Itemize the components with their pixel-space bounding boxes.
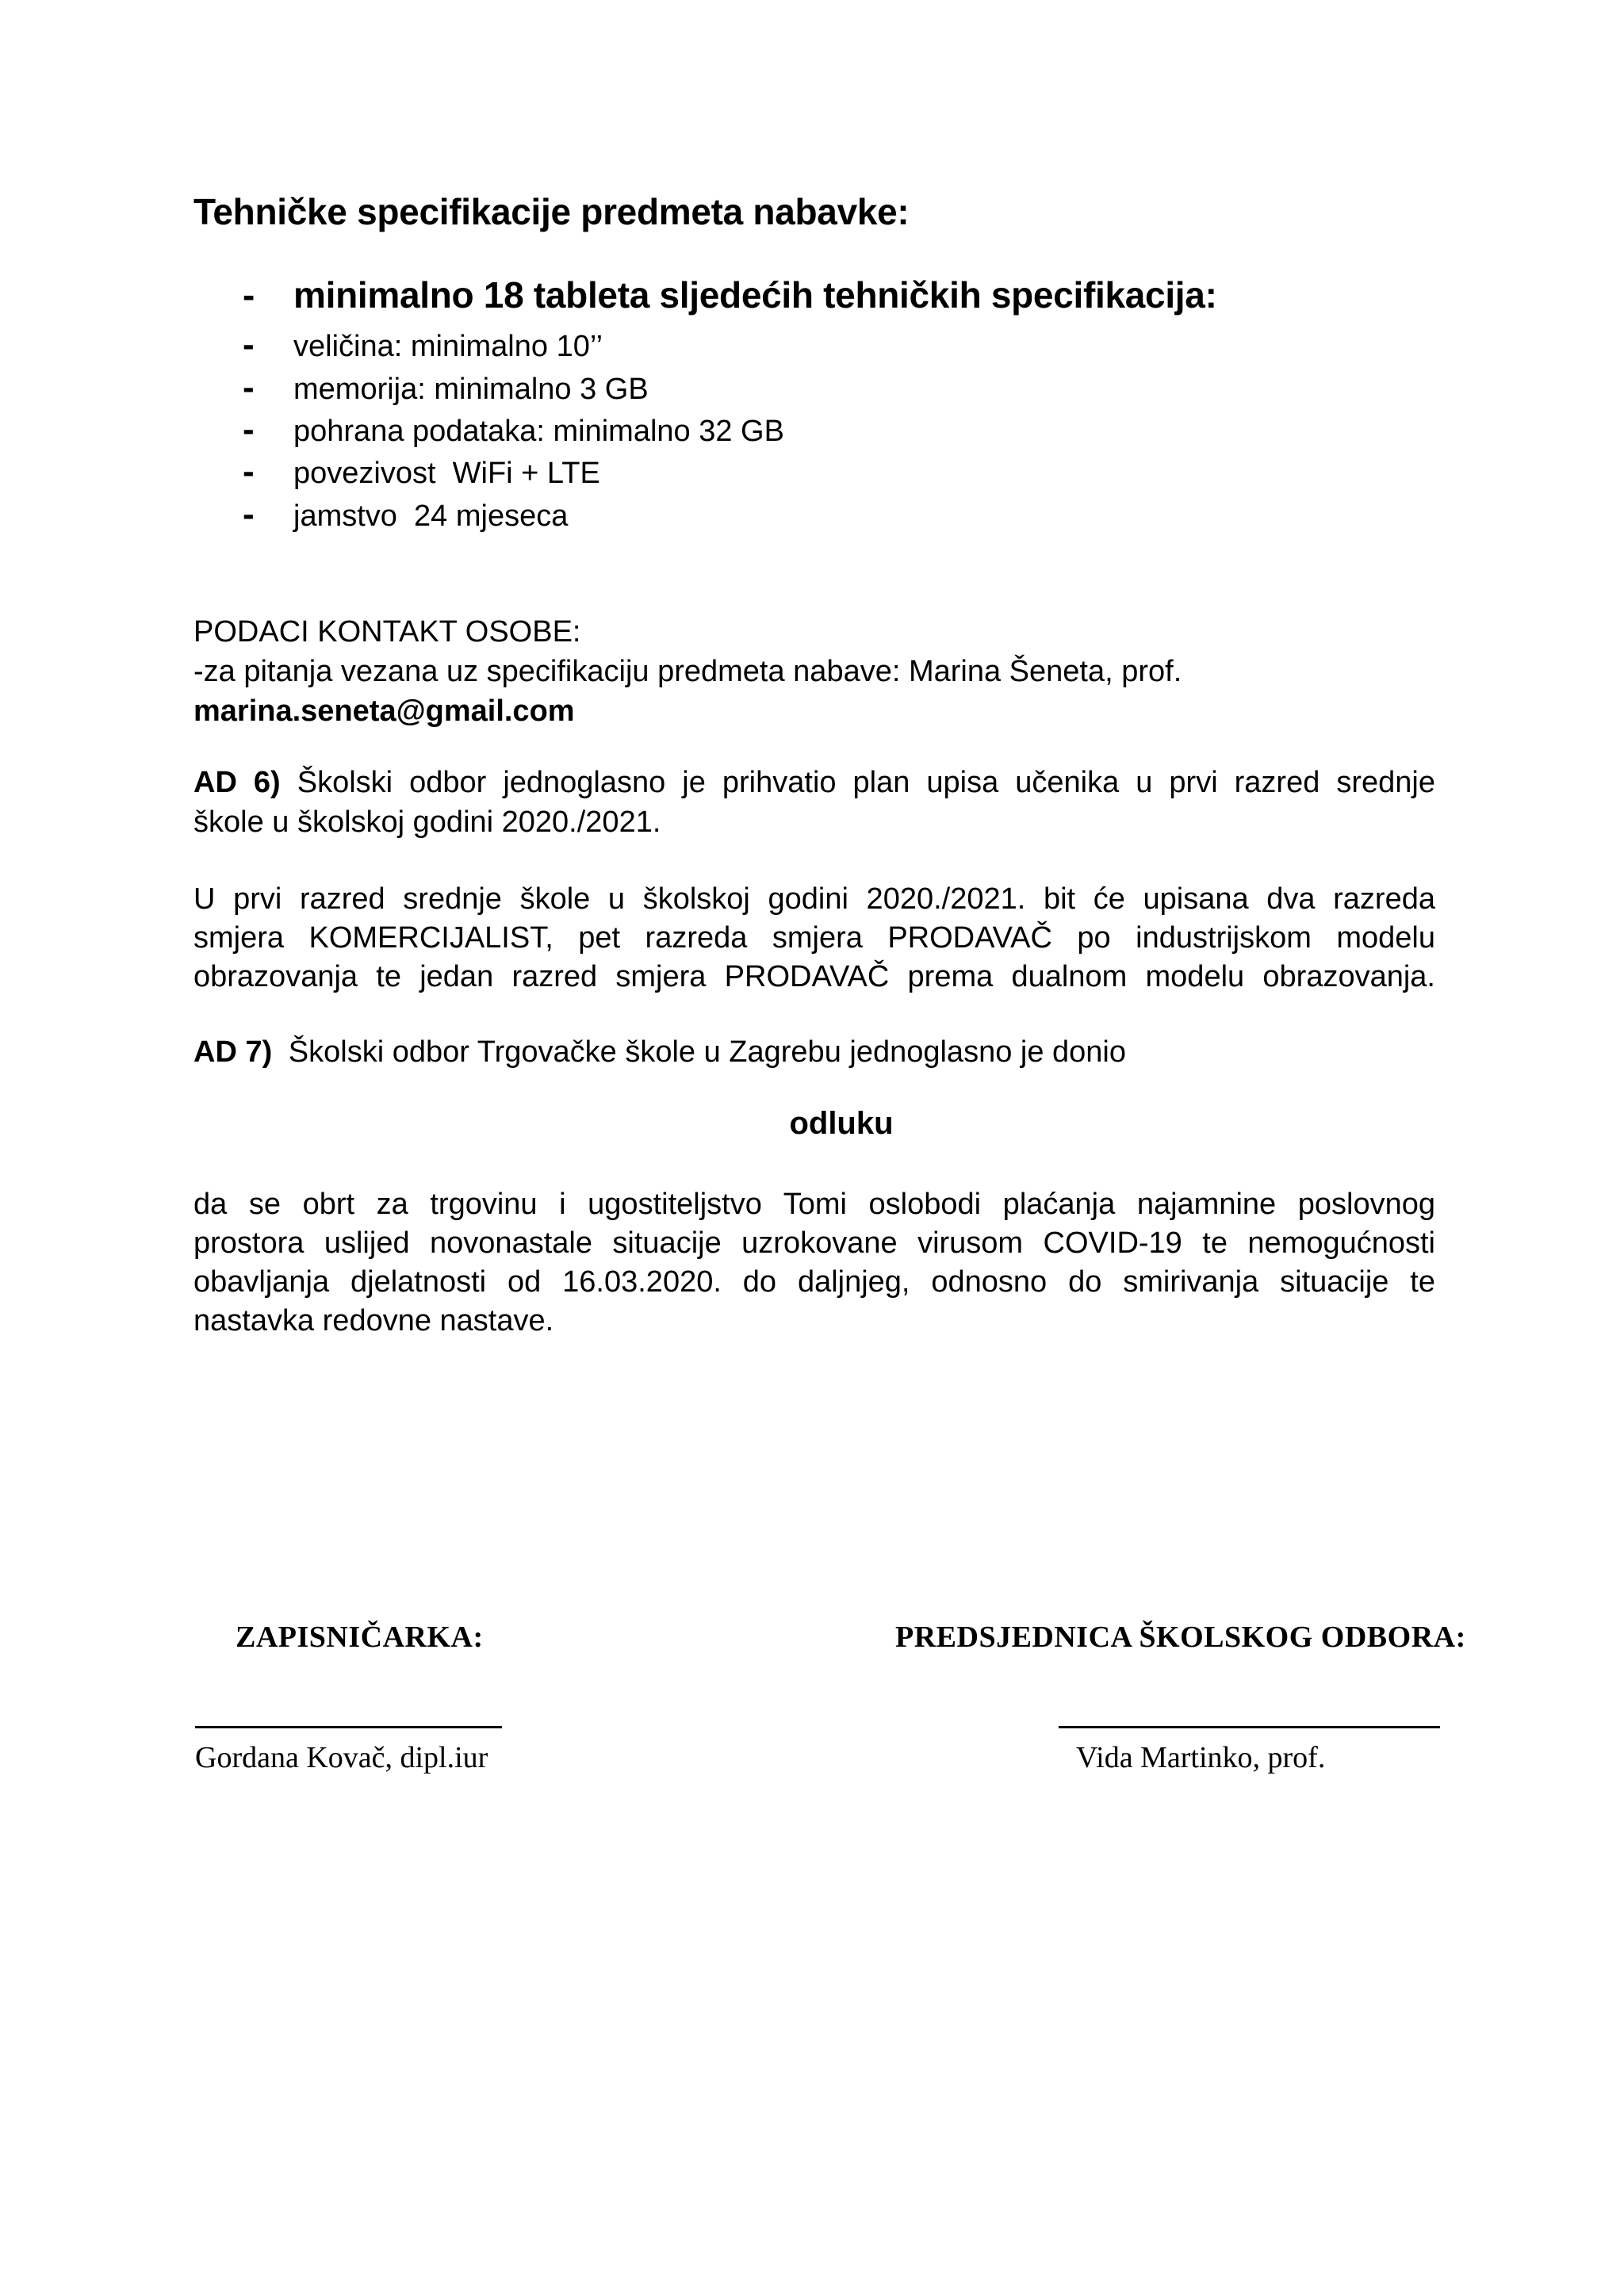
signature-left-name: Gordana Kovač, dipl.iur (195, 1741, 488, 1774)
contact-heading: PODACI KONTAKT OSOBE: (193, 615, 581, 649)
ad6-para2-line2: smjera KOMERCIJALIST, pet razreda smjera PRODAVAČ po industrijskom modelu (193, 921, 1435, 955)
spec-lead-text: minimalno 18 tableta sljedećih tehničkih specifikacija: (293, 274, 1217, 316)
bullet-dash: - (243, 452, 255, 491)
signature-line-right (1059, 1726, 1440, 1728)
ad7-paragraph (193, 1032, 1435, 1072)
bullet-dash: - (243, 368, 255, 407)
ad6-text-line1: Školski odbor jednoglasno je prihvatio plan upisa učenika u prvi razred srednje (297, 766, 1436, 799)
ad6-label: AD 6) (193, 766, 281, 799)
page-title: Tehničke specifikacije predmeta nabavke: (193, 191, 910, 232)
signature-right-role: PREDSJEDNICA ŠKOLSKOG ODBORA: (895, 1621, 1466, 1654)
signature-line-left (195, 1726, 502, 1728)
ad6-para2-line3: obrazovanja te jedan razred smjera PRODAVAČ prema dualnom modelu obrazovanja. (193, 960, 1435, 993)
ad6-text-line2: škole u školskoj godini 2020./2021. (193, 806, 661, 839)
decision-word: odluku (789, 1106, 894, 1141)
bullet-dash: - (243, 410, 255, 449)
spec-item-text: veličina: minimalno 10’’ (293, 330, 603, 363)
spec-item-text: memorija: minimalno 3 GB (293, 373, 649, 406)
decision-line2: prostora uslijed novonastale situacije uzrokovane virusom COVID-19 te nemogućnosti (193, 1226, 1435, 1260)
spec-item-text: jamstvo 24 mjeseca (293, 499, 569, 533)
ad7-label: AD 7) (193, 1035, 273, 1069)
bullet-dash: - (243, 274, 255, 316)
contact-email: marina.seneta@gmail.com (193, 695, 575, 728)
ad7-text: Školski odbor Trgovačke škole u Zagrebu jednoglasno je donio (288, 1035, 1127, 1069)
signature-left-role: ZAPISNIČARKA: (236, 1621, 484, 1654)
spec-item-text: povezivost WiFi + LTE (293, 457, 600, 490)
decision-line4: nastavka redovne nastave. (193, 1304, 554, 1337)
ad6-paragraph-2 (193, 880, 1435, 997)
ad6-para2-line1: U prvi razred srednje škole u školskoj godini 2020./2021. bit će upisana dva razreda (193, 882, 1435, 916)
decision-line3: obavljanja djelatnosti od 16.03.2020. do daljnjeg, odnosno do smirivanja situacije te (193, 1265, 1435, 1299)
contact-line: -za pitanja vezana uz specifikaciju predmeta nabave: Marina Šeneta, prof. (193, 655, 1182, 688)
decision-line1: da se obrt za trgovinu i ugostiteljstvo Tomi oslobodi plaćanja najamnine poslovnog (193, 1188, 1435, 1221)
spec-item-text: pohrana podataka: minimalno 32 GB (293, 415, 784, 448)
bullet-dash: - (243, 325, 255, 364)
decision-paragraph (193, 1185, 1435, 1341)
contact-block (193, 612, 1435, 731)
ad6-paragraph (193, 763, 1435, 842)
signature-right-name: Vida Martinko, prof. (1076, 1741, 1326, 1774)
bullet-dash: - (243, 495, 255, 534)
